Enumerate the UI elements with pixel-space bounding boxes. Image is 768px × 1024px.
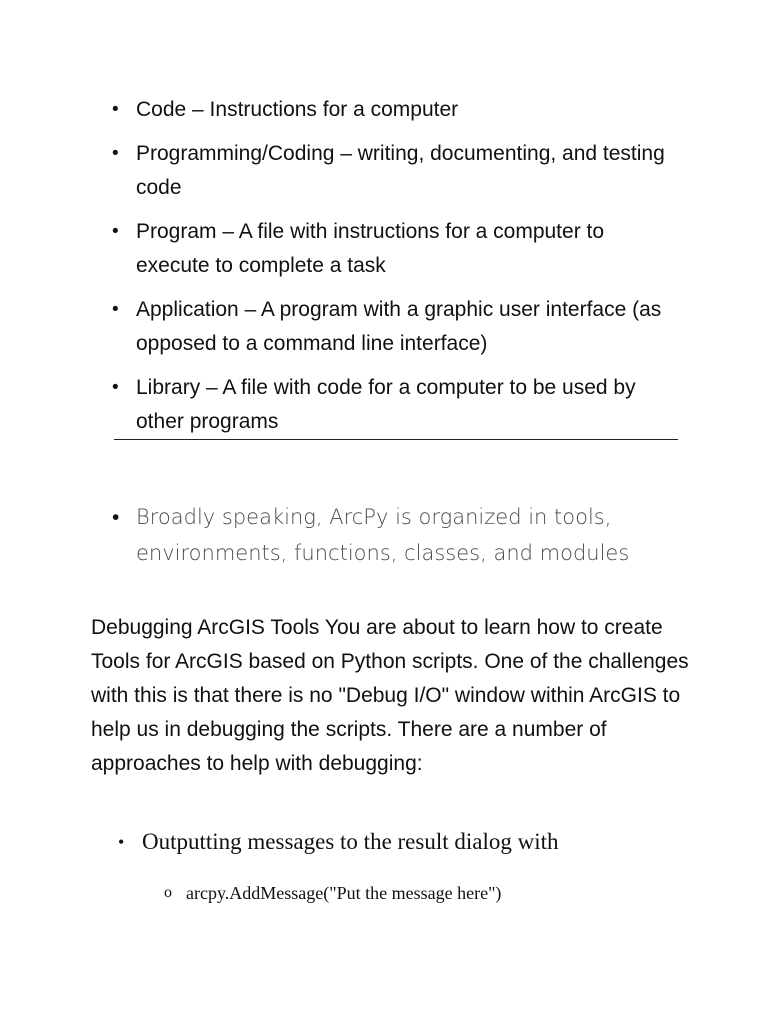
bullet-icon: • (112, 377, 119, 398)
code-sample: arcpy.AddMessage("Put the message here") (186, 883, 502, 903)
definition-programming: Programming/Coding – writing, documenting, and testing code (136, 142, 665, 199)
arcpy-note-list (112, 499, 692, 571)
approaches-list (118, 825, 678, 859)
list-item (112, 137, 678, 205)
list-item (112, 499, 692, 571)
list-item (112, 215, 678, 283)
bullet-icon: • (112, 221, 119, 242)
definition-library: Library – A file with code for a computer to be used by other programs (136, 376, 636, 433)
bullet-icon: • (112, 299, 119, 320)
bullet-icon: • (112, 143, 119, 164)
hollow-bullet-icon: o (164, 884, 172, 901)
approach-text: Outputting messages to the result dialog with (142, 829, 559, 854)
definitions-list (112, 93, 678, 449)
definition-program: Program – A file with instructions for a computer to execute to complete a task (136, 220, 605, 277)
list-item (112, 93, 678, 127)
definition-code: Code – Instructions for a computer (136, 98, 459, 121)
bullet-icon: • (112, 505, 120, 529)
list-item (112, 293, 678, 361)
list-item (112, 371, 678, 439)
approach-sublist (164, 878, 664, 908)
bullet-icon: • (112, 99, 119, 120)
arcpy-note-text: Broadly speaking, ArcPy is organized in tools, environments, functions, classes, and modules (136, 505, 630, 565)
definition-application: Application – A program with a graphic user interface (as opposed to a command line interface) (136, 298, 662, 355)
list-item (164, 878, 664, 908)
horizontal-divider (114, 439, 678, 440)
list-item (118, 825, 678, 859)
debugging-paragraph: Debugging ArcGIS Tools You are about to learn how to create Tools for ArcGIS based on Python scripts. One of the challenges with this is that there is no "Debug I/O" window within ArcGIS to help us in debugging the scripts. There are a number of approaches to help with debugging: (91, 616, 689, 775)
bullet-icon: • (118, 832, 125, 852)
